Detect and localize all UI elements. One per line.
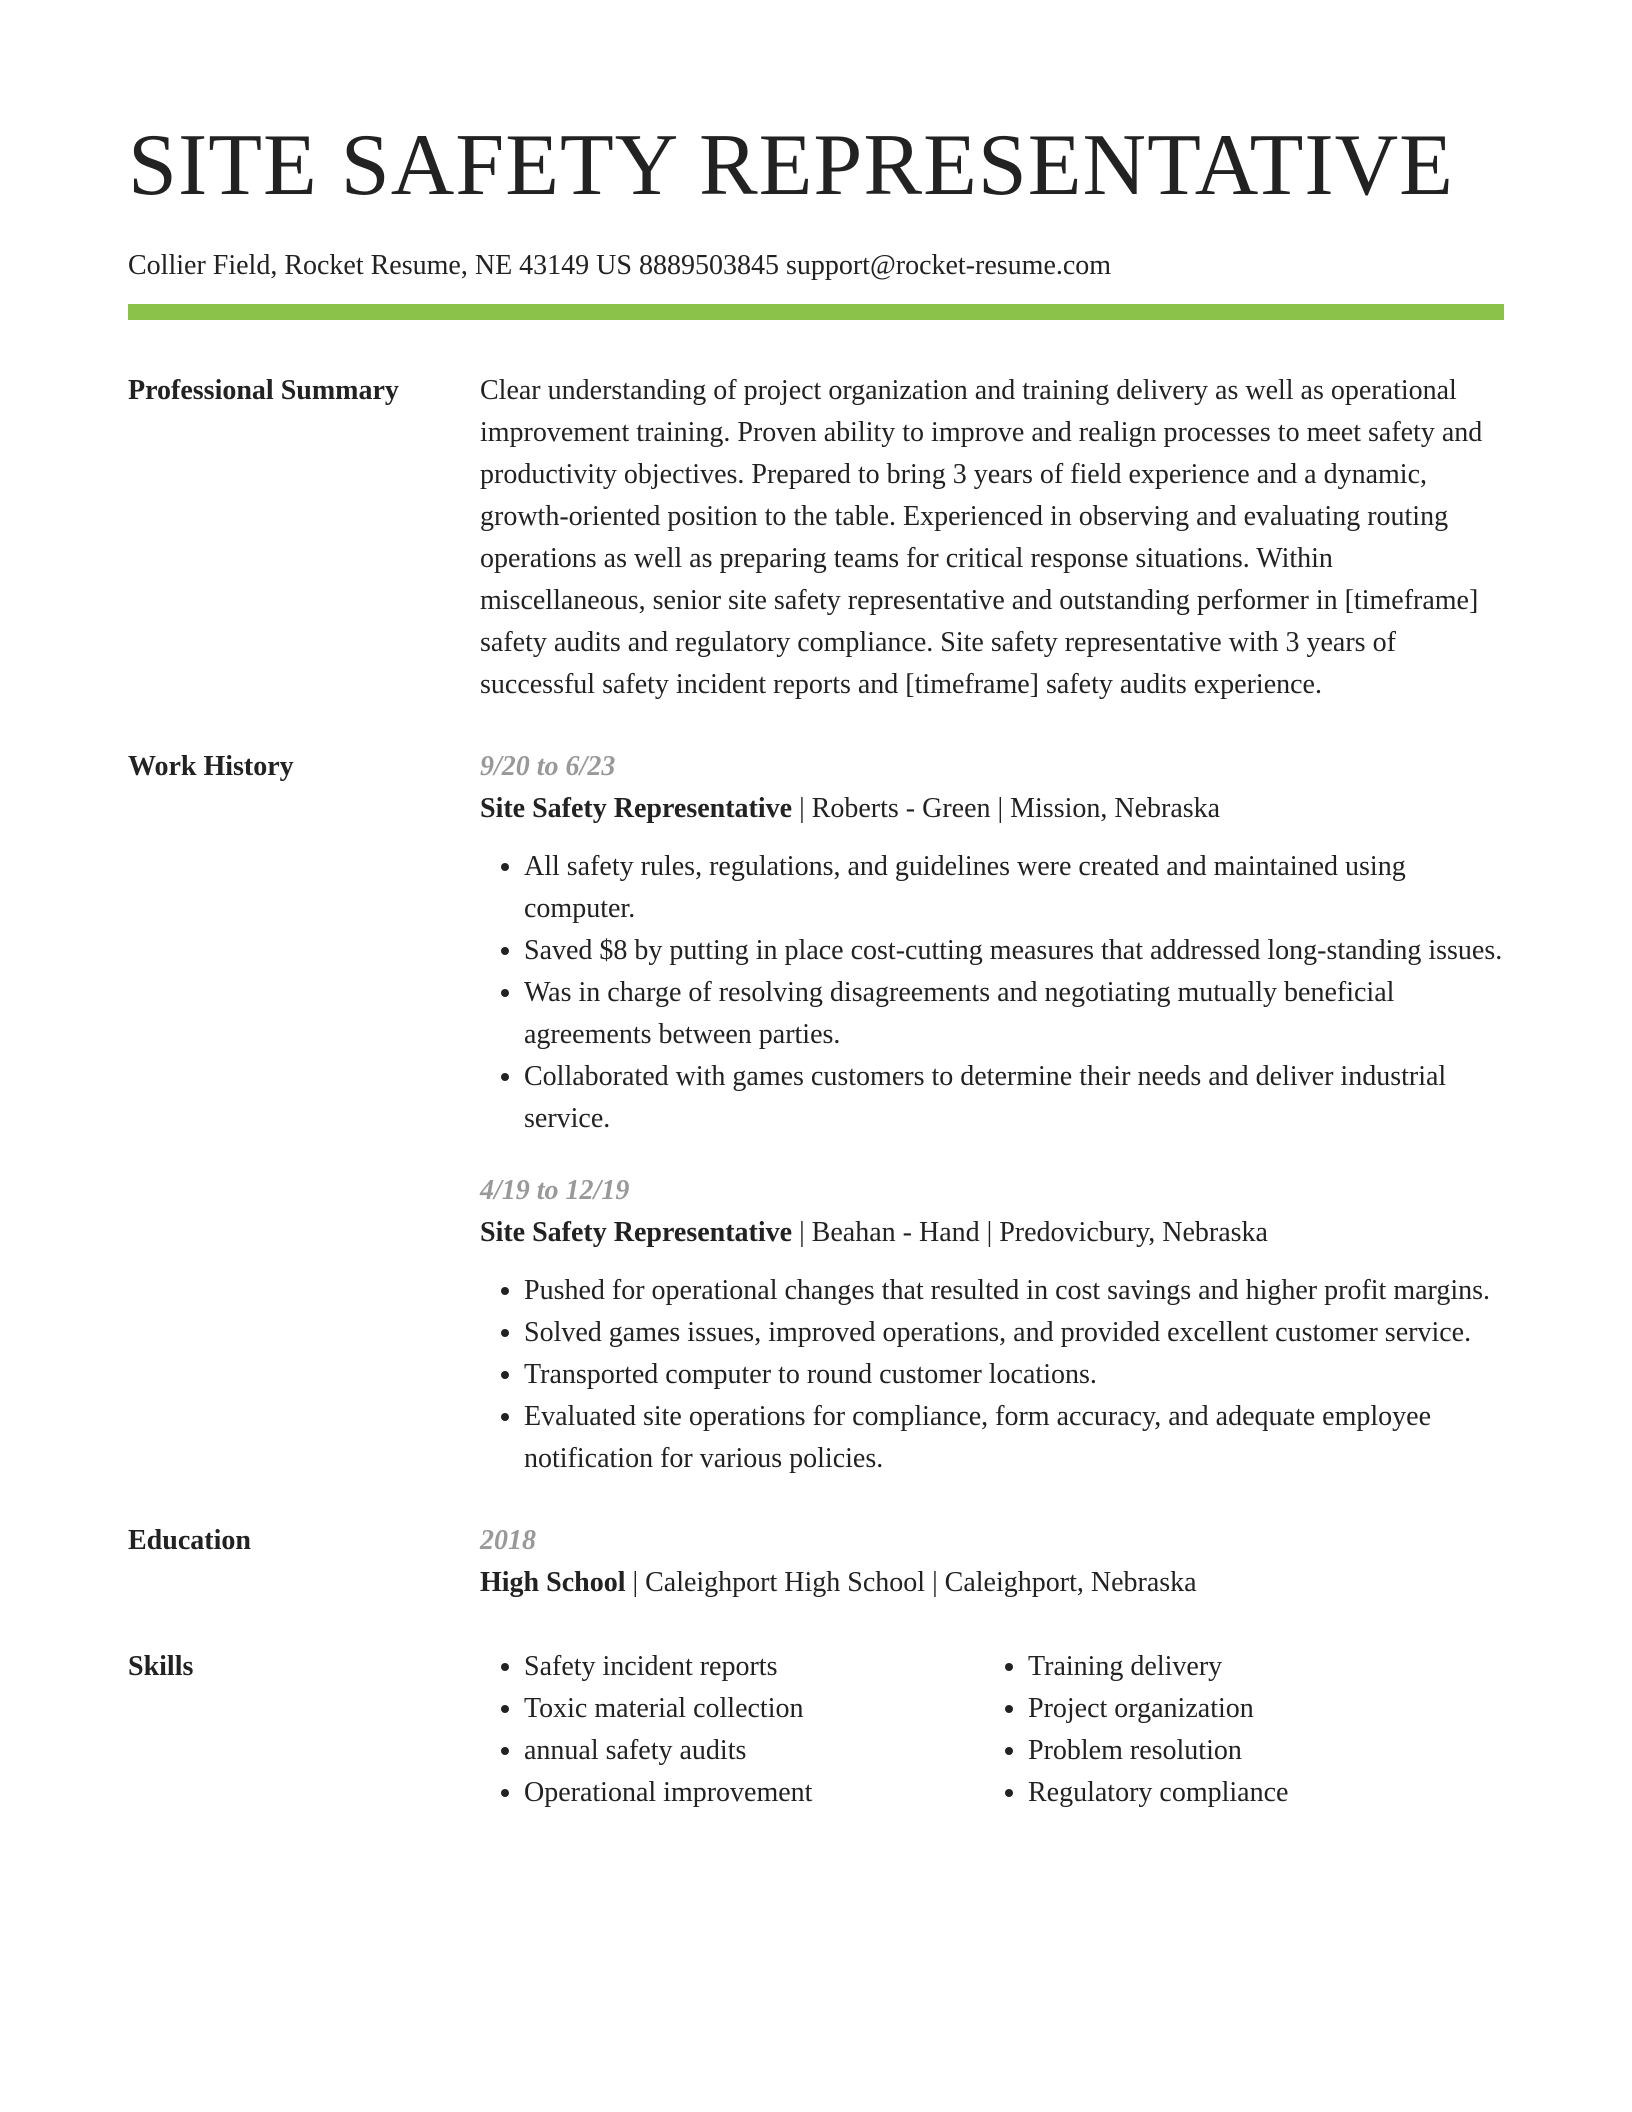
job-entry: [480, 1170, 1504, 1480]
job-dates: 4/19 to 12/19: [480, 1175, 630, 1206]
list-item: • Toxic material collection: [524, 1688, 984, 1730]
job-title-line: [480, 788, 1504, 830]
skills-column-right: [984, 1646, 1488, 1814]
section-body: [480, 746, 1504, 1480]
list-item: • All safety rules, regulations, and guidelines were created and maintained using computer.: [524, 846, 1504, 930]
skills-grid: [480, 1646, 1504, 1814]
list-item: • Project organization: [1028, 1688, 1488, 1730]
education-date: 2018: [480, 1525, 536, 1556]
job-dates: 9/20 to 6/23: [480, 751, 616, 782]
skills-column-left: [480, 1646, 984, 1814]
section-body: [480, 1520, 1504, 1604]
section-professional-summary: [128, 370, 1504, 706]
contact-line: Collier Field, Rocket Resume, NE 43149 US 8889503845 support@rocket-resume.com: [128, 250, 1112, 281]
section-education: [128, 1520, 1504, 1604]
job-entry: [480, 746, 1504, 1140]
list-item: • Evaluated site operations for compliance, form accuracy, and adequate employee notification for various policies.: [524, 1396, 1504, 1480]
section-title: Skills: [128, 1651, 194, 1682]
list-item: • Safety incident reports: [524, 1646, 984, 1688]
list-item: • Was in charge of resolving disagreements and negotiating mutually beneficial agreements between parties.: [524, 972, 1504, 1056]
job-title-line: [480, 1212, 1504, 1254]
job-bullets: [480, 846, 1504, 1140]
list-item: • Problem resolution: [1028, 1730, 1488, 1772]
summary-text: Clear understanding of project organization and training delivery as well as operational improvement training. Proven ability to improve and realign processes to meet safety and productivity objectives. Prepared to bring 3 years of field experience and a dynamic, growth-oriented position to the table. Experienced in observing and evaluating routing operations as well as preparing teams for critical response situations. Within miscellaneous, senior site safety representative and outstanding performer in [timeframe] safety audits and regulatory compliance. Site safety representative with 3 years of successful safety incident reports and [timeframe] safety audits experience.: [480, 375, 1483, 700]
list-item: • Saved $8 by putting in place cost-cutting measures that addressed long-standing issues.: [524, 930, 1504, 972]
list-item: • Pushed for operational changes that resulted in cost savings and higher profit margins.: [524, 1270, 1504, 1312]
list-item: • Operational improvement: [524, 1772, 984, 1814]
list-item: • Collaborated with games customers to determine their needs and deliver industrial service.: [524, 1056, 1504, 1140]
education-line: [480, 1562, 1504, 1604]
list-item: • Training delivery: [1028, 1646, 1488, 1688]
section-skills: [128, 1646, 1504, 1814]
job-role: Site Safety Representative: [480, 1217, 793, 1248]
header-divider: [128, 304, 1504, 320]
job-details: | Roberts - Green | Mission, Nebraska: [792, 793, 1221, 824]
section-body: [480, 370, 1504, 706]
job-details: | Beahan - Hand | Predovicbury, Nebraska: [792, 1217, 1268, 1248]
list-item: • annual safety audits: [524, 1730, 984, 1772]
section-title: Education: [128, 1525, 251, 1556]
section-work-history: [128, 746, 1504, 1480]
education-degree: High School: [480, 1567, 626, 1598]
section-title: Professional Summary: [128, 375, 399, 406]
list-item: • Regulatory compliance: [1028, 1772, 1488, 1814]
resume-name: SITE SAFETY REPRESENTATIVE: [128, 117, 1454, 214]
job-bullets: [480, 1270, 1504, 1480]
education-details: | Caleighport High School | Caleighport, Nebraska: [625, 1567, 1197, 1598]
job-role: Site Safety Representative: [480, 793, 793, 824]
list-item: • Transported computer to round customer locations.: [524, 1354, 1504, 1396]
list-item: • Solved games issues, improved operations, and provided excellent customer service.: [524, 1312, 1504, 1354]
section-title: Work History: [128, 751, 294, 782]
